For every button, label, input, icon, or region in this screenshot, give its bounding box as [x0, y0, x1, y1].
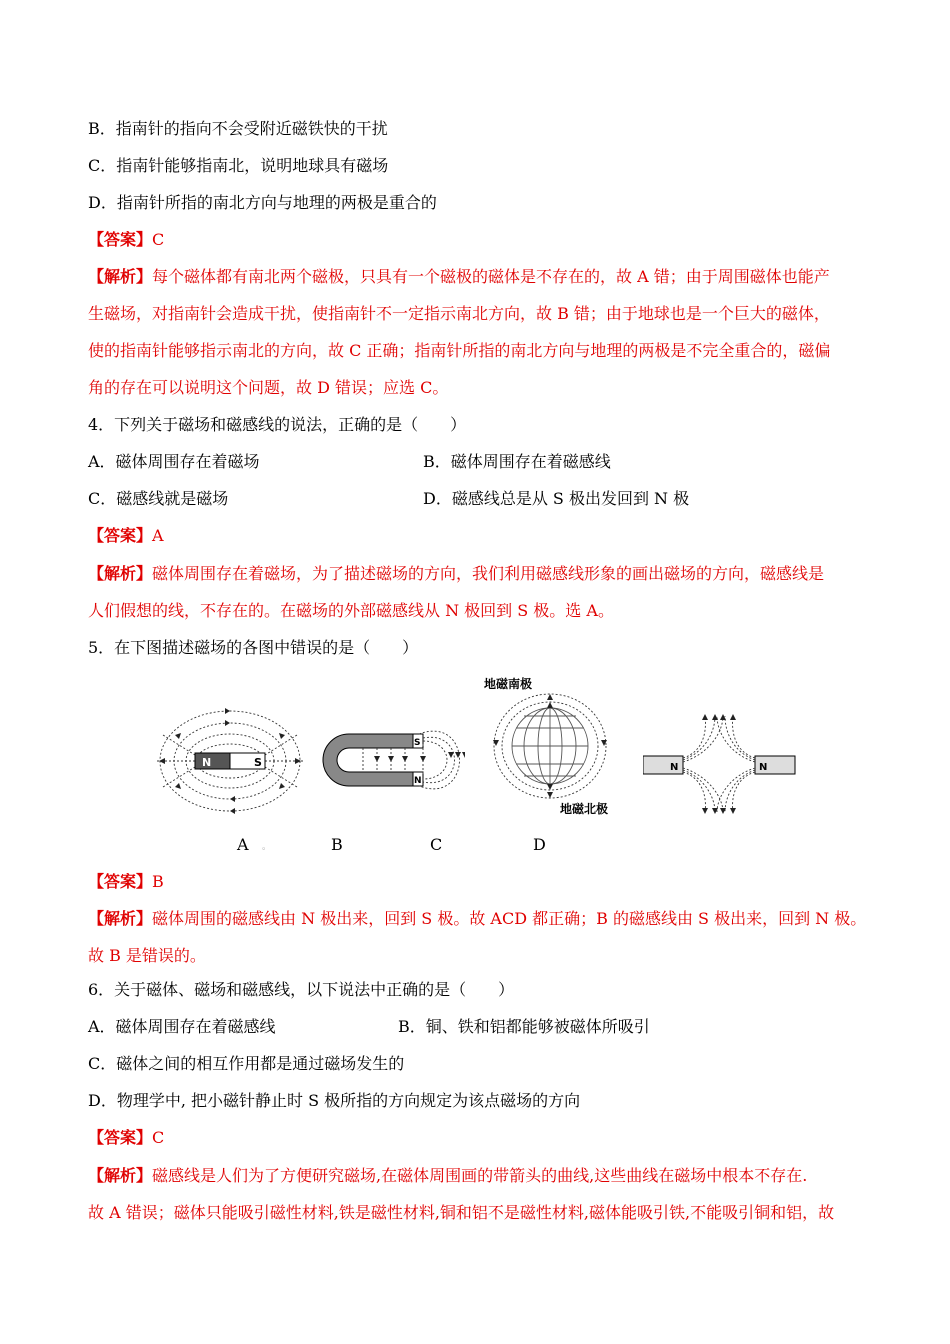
left-magnet-n-label: N — [670, 762, 679, 773]
earth-south-label: 地磁南极 — [484, 677, 533, 691]
figure-c-earth-field — [482, 672, 632, 822]
q5-answer — [88, 871, 164, 893]
q6-option-d: D．物理学中, 把小磁针静止时 S 极所指的方向规定为该点磁场的方向 — [88, 1091, 581, 1110]
analysis-tag: 【解析】 — [88, 1166, 153, 1185]
figure-label-a: A — [237, 835, 249, 854]
q4-option-b: B．磁体周围存在着磁感线 — [423, 452, 611, 471]
q4-answer — [88, 525, 164, 547]
horseshoe-s-label: S — [414, 738, 421, 748]
magnet-n-label: N — [202, 756, 212, 769]
analysis-text: 每个磁体都有南北两个磁极，只具有一个磁极的磁体是不存在的，故 A 错；由于周围磁体也能产 — [152, 267, 830, 286]
answer-value: A — [152, 526, 164, 545]
q6-option-a: A．磁体周围存在着磁感线 — [88, 1017, 276, 1036]
answer-value: C — [152, 1128, 165, 1147]
analysis-tag: 【解析】 — [88, 267, 153, 286]
q6-analysis-1 — [88, 1165, 807, 1187]
figure-a-tick: 。 — [262, 842, 272, 852]
figure-label-b: B — [331, 835, 343, 854]
figure-label-c: C — [430, 835, 443, 854]
q3-option-c: C．指南针能够指南北，说明地球具有磁场 — [88, 156, 389, 175]
figure-d-two-n-poles — [643, 712, 798, 816]
q6-answer — [88, 1127, 164, 1149]
q4-option-c: C．磁感线就是磁场 — [88, 489, 229, 508]
analysis-text: 磁感线是人们为了方便研究磁场,在磁体周围画的带箭头的曲线,这些曲线在磁场中根本不存在. — [152, 1166, 808, 1185]
figure-label-d: D — [533, 835, 546, 854]
q4-analysis-1 — [88, 563, 824, 585]
right-magnet-n-label: N — [759, 762, 768, 773]
q3-analysis-1 — [88, 266, 830, 288]
answer-tag: 【答案】 — [88, 230, 153, 249]
horseshoe-n-label: N — [414, 776, 422, 786]
q4-stem: 4．下列关于磁场和磁感线的说法，正确的是（ ） — [88, 415, 467, 434]
q4-analysis-2: 人们假想的线，不存在的。在磁场的外部磁感线从 N 极回到 S 极。选 A。 — [88, 601, 614, 620]
q6-option-b: B．铜、铁和铝都能够被磁体所吸引 — [398, 1017, 650, 1036]
q3-option-b: B．指南针的指向不会受附近磁铁快的干扰 — [88, 119, 388, 138]
answer-tag: 【答案】 — [88, 872, 153, 891]
figure-b-horseshoe-magnet — [315, 710, 465, 820]
q3-analysis-3: 使的指南针能够指示南北的方向，故 C 正确；指南针所指的南北方向与地理的两极是不完全重合的，磁偏 — [88, 341, 831, 360]
q6-option-c: C．磁体之间的相互作用都是通过磁场发生的 — [88, 1054, 405, 1073]
q5-analysis-1 — [88, 908, 866, 930]
magnet-s-label: S — [254, 756, 262, 769]
q5-analysis-2: 故 B 是错误的。 — [88, 946, 206, 965]
answer-value: B — [152, 872, 164, 891]
analysis-tag: 【解析】 — [88, 909, 153, 928]
q3-analysis-2: 生磁场，对指南针会造成干扰，使指南针不一定指示南北方向，故 B 错；由于地球也是一个巨大的磁体， — [88, 304, 830, 323]
figure-a-bar-magnet — [155, 705, 305, 817]
q3-option-d: D．指南针所指的南北方向与地理的两极是重合的 — [88, 193, 437, 212]
earth-north-label: 地磁北极 — [560, 802, 609, 816]
q6-analysis-2: 故 A 错误；磁体只能吸引磁性材料,铁是磁性材料,铜和铝不是磁性材料,磁体能吸引铁,不能吸引铜和铝，故 — [88, 1203, 835, 1222]
q3-answer — [88, 229, 164, 251]
q3-analysis-4: 角的存在可以说明这个问题，故 D 错误；应选 C。 — [88, 378, 449, 397]
answer-tag: 【答案】 — [88, 526, 153, 545]
analysis-text: 磁体周围存在着磁场，为了描述磁场的方向，我们利用磁感线形象的画出磁场的方向，磁感线是 — [152, 564, 825, 583]
q4-option-d: D．磁感线总是从 S 极出发回到 N 极 — [423, 489, 690, 508]
analysis-tag: 【解析】 — [88, 564, 153, 583]
q4-option-a: A．磁体周围存在着磁场 — [88, 452, 260, 471]
answer-value: C — [152, 230, 165, 249]
analysis-text: 磁体周围的磁感线由 N 极出来，回到 S 极。故 ACD 都正确；B 的磁感线由 S 极出来，回到 N 极。 — [152, 909, 867, 928]
q6-stem: 6．关于磁体、磁场和磁感线，以下说法中正确的是（ ） — [88, 980, 515, 999]
q5-stem: 5．在下图描述磁场的各图中错误的是（ ） — [88, 638, 419, 657]
answer-tag: 【答案】 — [88, 1128, 153, 1147]
